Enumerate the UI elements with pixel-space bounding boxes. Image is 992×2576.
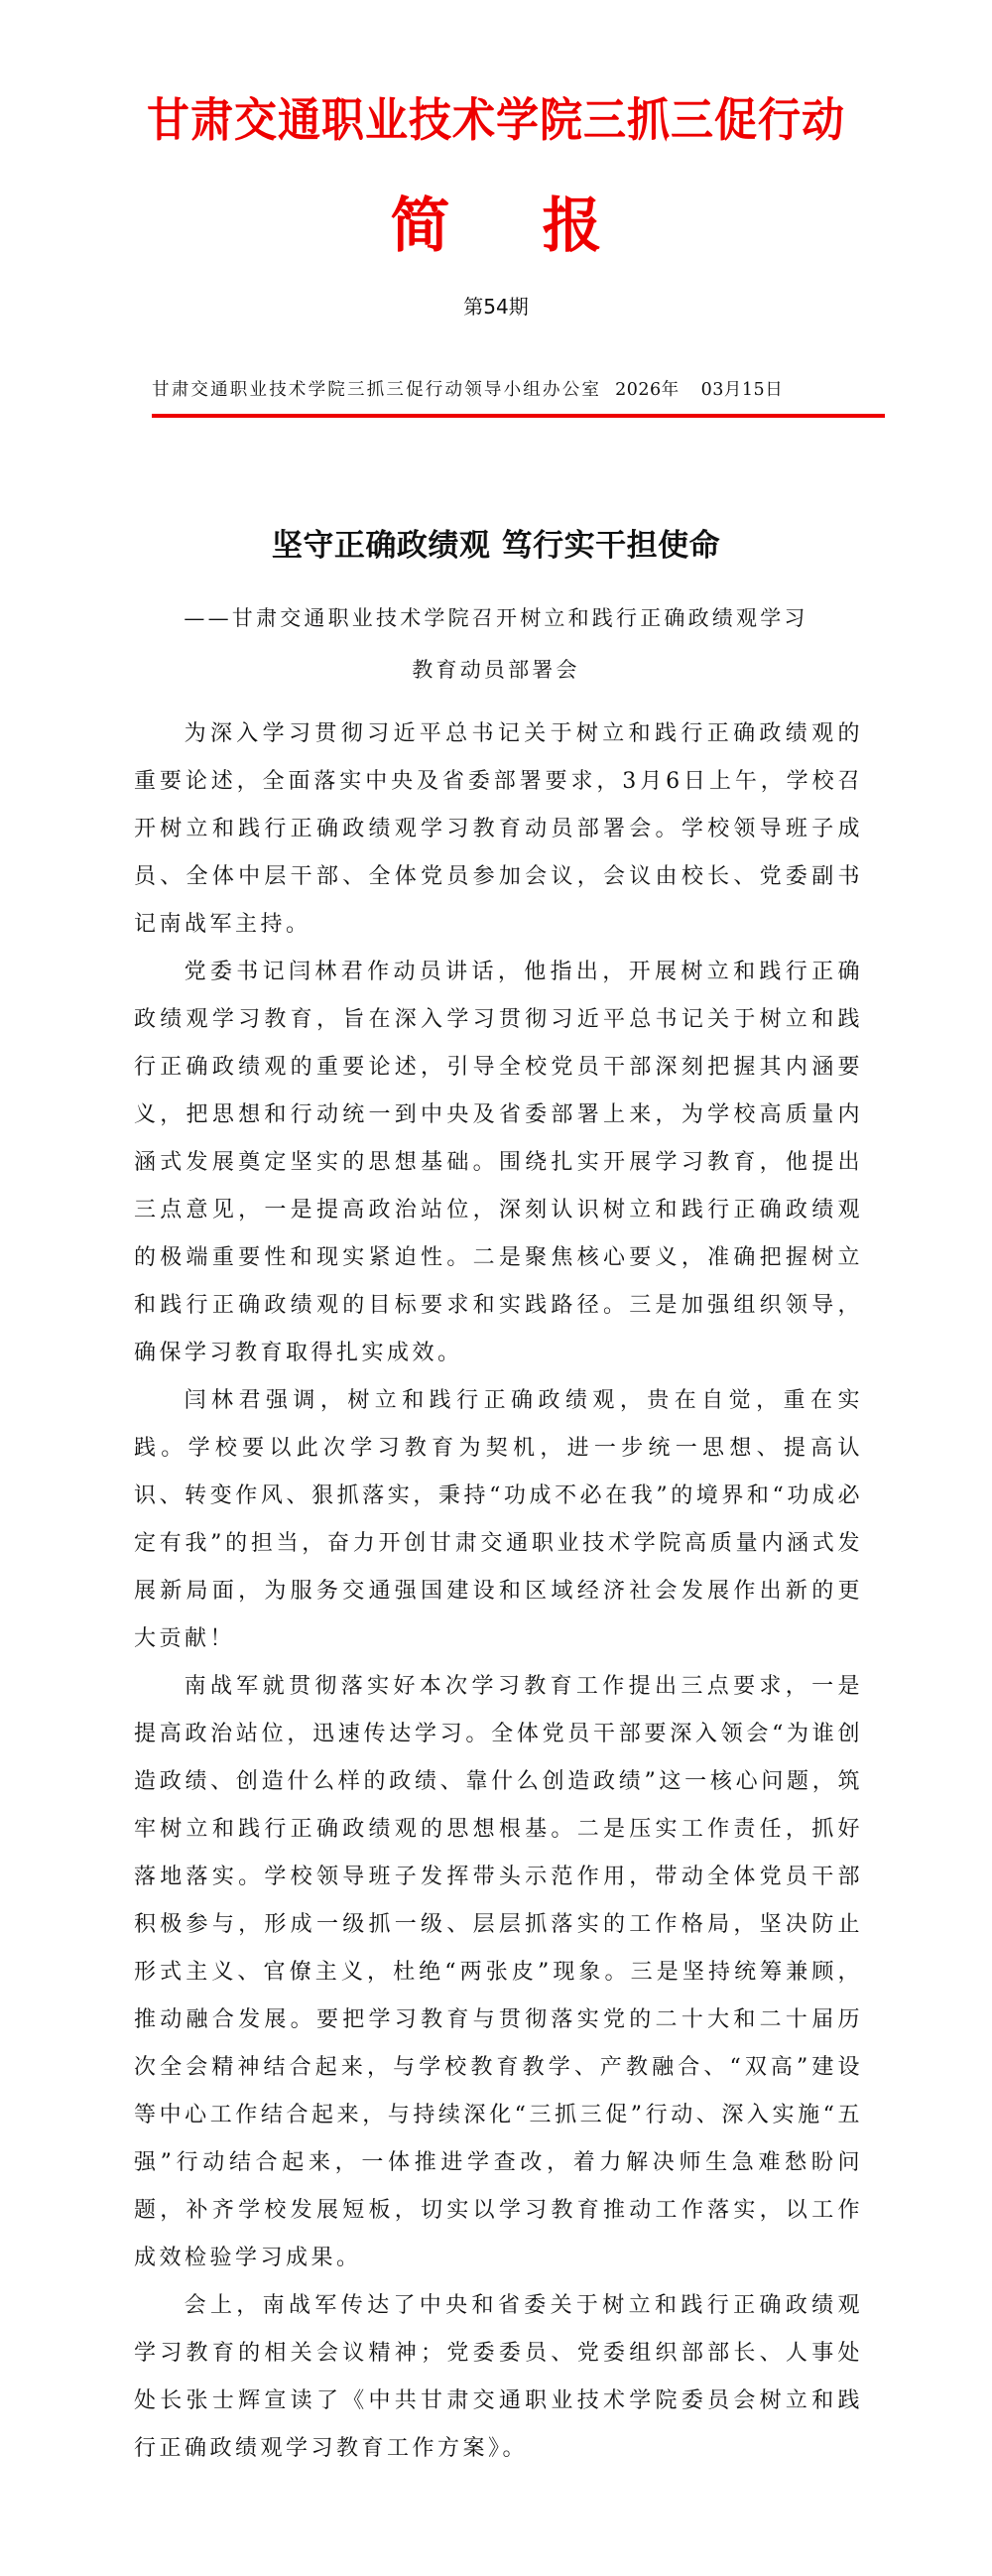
bulletin-label-char-2: 报: [542, 192, 602, 261]
article-subtitle: [134, 592, 858, 696]
article-paragraph-1: 为深入学习贯彻习近平总书记关于树立和践行正确政绩观的重要论述，全面落实中央及省委部署要求，3月6日上午，学校召开树立和践行正确政绩观学习教育动员部署会。学校领导班子成员、全体中层干部、全体党员参加会议，会议由校长、党委副书记南战军主持。: [134, 721, 863, 937]
red-divider-rule: [152, 414, 885, 418]
article-title: 坚守正确政绩观 笃行实干担使命: [271, 528, 721, 564]
publisher-name: 甘肃交通职业技术学院三抓三促行动领导小组办公室: [152, 380, 602, 400]
publish-year: 2026年: [615, 380, 680, 400]
article-paragraph-4: 南战军就贯彻落实好本次学习教育工作提出三点要求，一是提高政治站位，迅速传达学习。全体党员干部要深入领会“为谁创造政绩、创造什么样的政绩、靠什么创造政绩”这一核心问题，筑牢树立和践行正确政绩观的思想根基。二是压实工作责任，抓好落地落实。学校领导班子发挥带头示范作用，带动全体党员干部积极参与，形成一级抓一级、层层抓落实的工作格局，坚决防止形式主义、官僚主义，杜绝“两张皮”现象。三是坚持统筹兼顾，推动融合发展。要把学习教育与贯彻落实党的二十大和二十届历次全会精神结合起来，与学校教育教学、产教融合、“双高”建设等中心工作结合起来，与持续深化“三抓三促”行动、深入实施“五强”行动结合起来，一体推进学查改，着力解决师生急难愁盼问题，补齐学校发展短板，切实以学习教育推动工作落实，以工作成效检验学习成果。: [134, 1674, 863, 2270]
article-paragraph-2: 党委书记闫林君作动员讲话，他指出，开展树立和践行正确政绩观学习教育，旨在深入学习贯彻习近平总书记关于树立和践行正确政绩观的重要论述，引导全校党员干部深刻把握其内涵要义，把思想和行动统一到中央及省委部署上来，为学校高质量内涵式发展奠定坚实的思想基础。围绕扎实开展学习教育，他提出三点意见，一是提高政治站位，深刻认识树立和践行正确政绩观的极端重要性和现实紧迫性。二是聚焦核心要义，准确把握树立和践行正确政绩观的目标要求和实践路径。三是加强组织领导，确保学习教育取得扎实成效。: [134, 960, 863, 1365]
article-subtitle-line-2: 教育动员部署会: [412, 658, 580, 682]
article-paragraph-5: 会上，南战军传达了中央和省委关于树立和践行正确政绩观学习教育的相关会议精神；党委委员、党委组织部部长、人事处处长张士辉宣读了《中共甘肃交通职业技术学院委员会树立和践行正确政绩观学习教育工作方案》。: [134, 2293, 863, 2461]
publisher-line: [152, 377, 886, 403]
bulletin-label: [0, 189, 992, 264]
bulletin-label-char-1: 简: [390, 192, 450, 261]
publish-date: 03月15日: [700, 380, 784, 400]
article-subtitle-line-1: ——甘肃交通职业技术学院召开树立和践行正确政绩观学习: [184, 606, 808, 630]
article-paragraph-3: 闫林君强调，树立和践行正确政绩观，贵在自觉，重在实践。学校要以此次学习教育为契机，进一步统一思想、提高认识、转变作风、狠抓落实，秉持“功成不必在我”的境界和“功成必定有我”的担当，奋力开创甘肃交通职业技术学院高质量内涵式发展新局面，为服务交通强国建设和区域经济社会发展作出新的更大贡献！: [134, 1388, 863, 1651]
bulletin-masthead-title: 甘肃交通职业技术学院三抓三促行动: [147, 94, 845, 148]
article-body: [134, 710, 863, 2473]
issue-number: 第54期: [463, 295, 529, 319]
